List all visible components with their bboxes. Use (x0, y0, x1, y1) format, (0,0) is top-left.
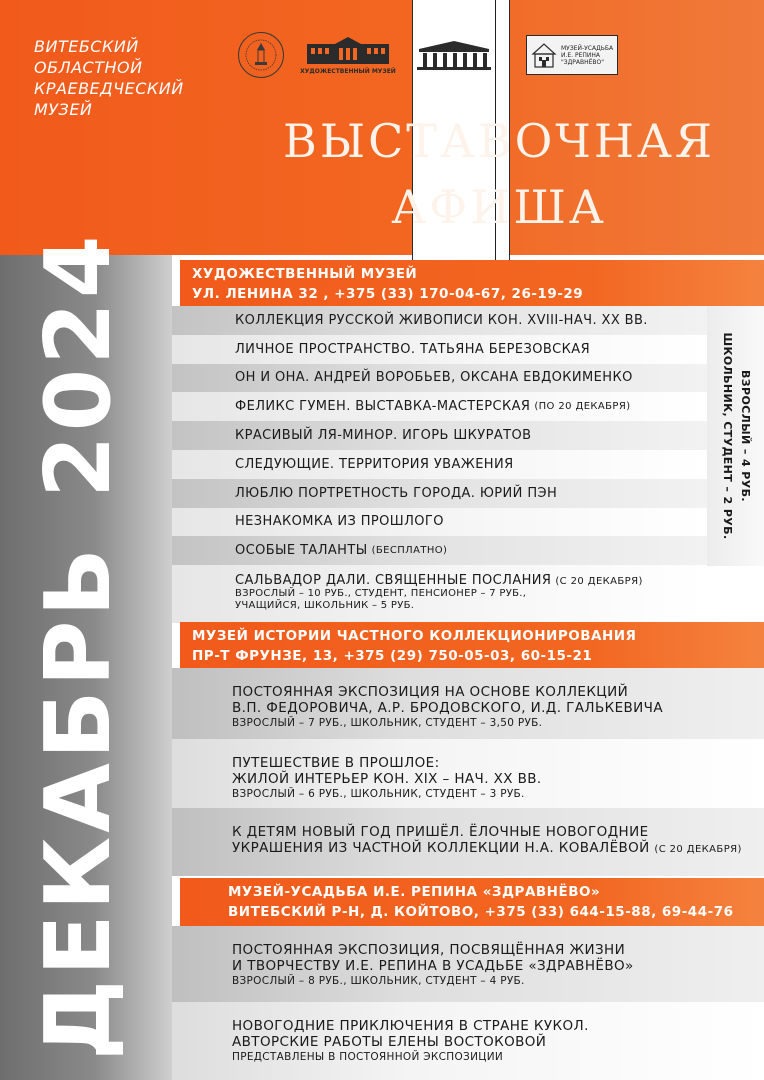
exhibition-row (172, 479, 707, 508)
exhibition-title: К ДЕТЯМ НОВЫЙ ГОД ПРИШЁЛ. ЁЛОЧНЫЕ НОВОГОДНИЕ (232, 824, 649, 840)
exhibition-note: (ПО 20 ДЕКАБРЯ) (534, 401, 631, 413)
exhibition-title: ЛЮБЛЮ ПОРТРЕТНОСТЬ ГОРОДА. ЮРИЙ ПЭН (235, 485, 558, 501)
exhibition-title: ПОСТОЯННАЯ ЭКСПОЗИЦИЯ, ПОСВЯЩЁННАЯ ЖИЗНИ (232, 942, 626, 958)
exhibition-title: ЖИЛОЙ ИНТЕРЬЕР КОН. XIX – НАЧ. XX ВВ. (232, 771, 542, 787)
logos-row (238, 30, 618, 80)
exhibition-title: ПОСТОЯННАЯ ЭКСПОЗИЦИЯ НА ОСНОВЕ КОЛЛЕКЦИЙ (232, 684, 629, 700)
exhibition-title: КРАСИВЫЙ ЛЯ-МИНОР. ИГОРЬ ШКУРАТОВ (235, 428, 532, 444)
exhibition-row (172, 536, 707, 565)
section-address: ПР-Т ФРУНЗЕ, 13, +375 (29) 750-05-03, 60-15-21 (192, 648, 593, 664)
exhibition-title: ПУТЕШЕСТВИЕ В ПРОШЛОЕ: (232, 755, 440, 771)
vertical-date (20, 120, 138, 1060)
exhibition-title: УКРАШЕНИЯ ИЗ ЧАСТНОЙ КОЛЛЕКЦИИ Н.А. КОВАЛЁВОЙ (232, 840, 650, 856)
exhibition-title-with-note (232, 840, 764, 858)
exhibition-row (172, 421, 707, 450)
repin-logo-line: МУЗЕЙ-УСАДЬБА (561, 44, 614, 52)
exhibition-row (172, 392, 707, 421)
section-header-art-museum (180, 260, 764, 308)
museum-name-line: ВИТЕБСКИЙ (34, 37, 139, 56)
page-title-line2: АФИША (391, 180, 607, 234)
price-student: ШКОЛЬНИК, СТУДЕНТ – 2 РУБ. (721, 332, 734, 540)
page-title-line1: ВЫСТАВОЧНАЯ (283, 114, 715, 168)
exhibition-block (172, 808, 764, 876)
exhibition-title: НЕЗНАКОМКА ИЗ ПРОШЛОГО (235, 514, 444, 530)
exhibition-price: ВЗРОСЛЫЙ – 6 РУБ., ШКОЛЬНИК, СТУДЕНТ – 3 РУБ. (232, 788, 525, 800)
exhibition-price: ВЗРОСЛЫЙ – 8 РУБ., ШКОЛЬНИК, СТУДЕНТ – 4 РУБ. (232, 975, 525, 987)
exhibition-title: КОЛЛЕКЦИЯ РУССКОЙ ЖИВОПИСИ КОН. XVIII-НАЧ. XX ВВ. (235, 312, 648, 328)
exhibition-row (172, 306, 707, 335)
art-museum-prices (707, 306, 764, 566)
exhibition-title: В.П. ФЕДОРОВИЧА, А.Р. БРОДОВСКОГО, И.Д. ГАЛЬКЕВИЧА (232, 700, 663, 716)
exhibition-row (172, 364, 707, 393)
section-address: УЛ. ЛЕНИНА 32 , +375 (33) 170-04-67, 26-19-29 (192, 286, 584, 302)
exhibition-title: ФЕЛИКС ГУМЕН. ВЫСТАВКА-МАСТЕРСКАЯ (235, 399, 531, 415)
museum-name-line: МУЗЕЙ (34, 100, 93, 119)
museum-name-line: КРАЕВЕДЧЕСКИЙ (34, 79, 184, 98)
exhibition-title: САЛЬВАДОР ДАЛИ. СВЯЩЕННЫЕ ПОСЛАНИЯ (235, 573, 552, 589)
section-title: МУЗЕЙ-УСАДЬБА И.Е. РЕПИНА «ЗДРАВНЁВО» (228, 884, 601, 900)
manor-house-icon (531, 40, 557, 70)
exhibition-title: И ТВОРЧЕСТВУ И.Е. РЕПИНА В УСАДЬБЕ «ЗДРАВНЁВО» (232, 958, 634, 974)
exhibition-title: АВТОРСКИЕ РАБОТЫ ЕЛЕНЫ ВОСТОКОВОЙ (232, 1034, 547, 1050)
art-museum-logo (300, 36, 396, 75)
exhibition-sub: ПРЕДСТАВЛЕНЫ В ПОСТОЯННОЙ ЭКСПОЗИЦИИ (232, 1051, 504, 1063)
exhibition-row (172, 335, 707, 364)
tower-emblem-icon (244, 38, 278, 72)
repin-estate-logo (526, 35, 618, 75)
exhibition-title: ЛИЧНОЕ ПРОСТРАНСТВО. ТАТЬЯНА БЕРЕЗОВСКАЯ (235, 341, 591, 357)
museum-name (34, 36, 224, 120)
art-museum-logo-caption: ХУДОЖЕСТВЕННЫЙ МУЗЕЙ (300, 67, 396, 75)
regional-museum-logo (238, 32, 284, 78)
exhibition-price: ВЗРОСЛЫЙ – 10 РУБ., СТУДЕНТ, ПЕНСИОНЕР – 7 РУБ., (235, 588, 527, 600)
exhibition-row-dali (172, 565, 707, 623)
colonnade-icon (413, 37, 495, 73)
exhibition-note: (С 20 ДЕКАБРЯ) (555, 576, 643, 588)
art-museum-price-column (707, 306, 764, 566)
section-header-private-collection (180, 622, 764, 670)
exhibition-note: (С 20 ДЕКАБРЯ) (654, 844, 742, 855)
section-address: ВИТЕБСКИЙ Р-Н, Д. КОЙТОВО, +375 (33) 644-15-88, 69-44-76 (228, 904, 734, 920)
section-title: ХУДОЖЕСТВЕННЫЙ МУЗЕЙ (192, 266, 418, 282)
exhibition-block (172, 739, 764, 808)
museum-building-icon (303, 36, 393, 66)
exhibition-block (172, 926, 764, 1002)
exhibition-block (172, 1002, 764, 1080)
section-header-repin-estate (180, 878, 764, 926)
exhibition-title: СЛЕДУЮЩИЕ. ТЕРРИТОРИЯ УВАЖЕНИЯ (235, 456, 514, 472)
exhibition-price: УЧАЩИЙСЯ, ШКОЛЬНИК – 5 РУБ. (235, 600, 415, 612)
exhibition-block (172, 668, 764, 739)
date-year: 2024 (26, 231, 131, 498)
exhibition-row (172, 450, 707, 479)
price-adult: ВЗРОСЛЫЙ – 4 РУБ. (739, 370, 752, 502)
repin-logo-line: "ЗДРАВНЁВО" (561, 58, 605, 66)
exhibition-title: ОН И ОНА. АНДРЕЙ ВОРОБЬЕВ, ОКСАНА ЕВДОКИМЕНКО (235, 370, 633, 386)
exhibition-row (172, 508, 707, 537)
art-museum-exhibitions (172, 306, 707, 623)
exhibition-price: ВЗРОСЛЫЙ – 7 РУБ., ШКОЛЬНИК, СТУДЕНТ – 3,50 РУБ. (232, 717, 543, 729)
museum-name-line: ОБЛАСТНОЙ (34, 58, 143, 77)
exhibition-title: ОСОБЫЕ ТАЛАНТЫ (235, 543, 368, 559)
exhibition-title: НОВОГОДНИЕ ПРИКЛЮЧЕНИЯ В СТРАНЕ КУКОЛ. (232, 1018, 589, 1034)
section-title: МУЗЕЙ ИСТОРИИ ЧАСТНОГО КОЛЛЕКЦИОНИРОВАНИЯ (192, 628, 637, 644)
repin-logo-line: И.Е. РЕПИНА (561, 51, 601, 59)
exhibition-note: (БЕСПЛАТНО) (371, 545, 448, 557)
date-month: ДЕКАБРЬ (26, 543, 131, 1060)
